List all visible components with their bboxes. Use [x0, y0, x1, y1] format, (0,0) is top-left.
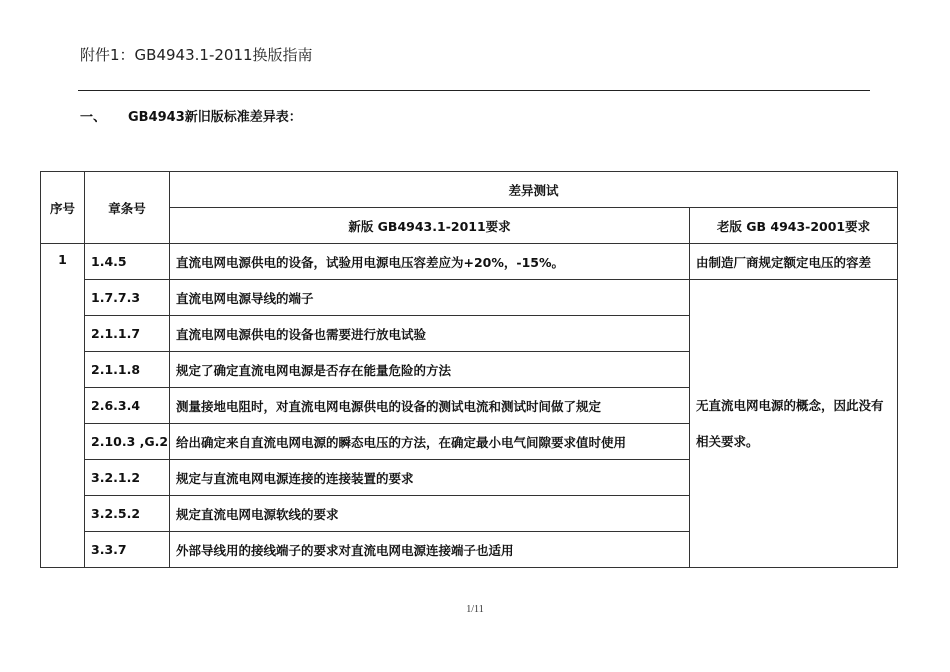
row-new-requirement: 规定与直流电网电源连接的连接装置的要求: [170, 460, 690, 496]
table-row: [41, 280, 898, 316]
row-clause: 2.6.3.4: [85, 388, 170, 424]
document-header-title: 附件1：GB4943.1-2011换版指南: [80, 46, 313, 64]
row-new-requirement: 直流电网电源供电的设备，试验用电源电压容差应为+20%，-15%。: [170, 244, 690, 280]
row-clause: 3.3.7: [85, 532, 170, 568]
standard-difference-table: [40, 171, 898, 568]
row-old-requirement: 由制造厂商规定额定电压的容差: [690, 244, 898, 280]
section-title: GB4943新旧版标准差异表：: [128, 110, 302, 125]
table-header-row: [41, 172, 898, 208]
row-clause: 1.7.7.3: [85, 280, 170, 316]
table-row: [41, 244, 898, 280]
row-new-requirement: 测量接地电阻时，对直流电网电源供电的设备的测试电流和测试时间做了规定: [170, 388, 690, 424]
row-clause: 2.10.3 ,G.2: [85, 424, 170, 460]
column-header-seq: 序号: [41, 172, 85, 244]
row-new-requirement: 给出确定来自直流电网电源的瞬态电压的方法，在确定最小电气间隙要求值时使用: [170, 424, 690, 460]
row-clause: 2.1.1.8: [85, 352, 170, 388]
merged-old-requirement: 无直流电网电源的概念，因此没有相关要求。: [690, 280, 898, 568]
row-new-requirement: 规定了确定直流电网电源是否存在能量危险的方法: [170, 352, 690, 388]
table-subheader-row: [41, 208, 898, 244]
row-clause: 3.2.5.2: [85, 496, 170, 532]
section-number: 一、: [80, 110, 107, 125]
row-new-requirement: 外部导线用的接线端子的要求对直流电网电源连接端子也适用: [170, 532, 690, 568]
page-number: 1/11: [466, 604, 484, 615]
row-seq: 1: [41, 244, 85, 568]
column-header-new-version: 新版 GB4943.1-2011要求: [170, 208, 690, 244]
column-header-diff-test: 差异测试: [170, 172, 898, 208]
row-clause: 2.1.1.7: [85, 316, 170, 352]
header-divider: [78, 90, 870, 91]
row-new-requirement: 规定直流电网电源软线的要求: [170, 496, 690, 532]
row-clause: 1.4.5: [85, 244, 170, 280]
column-header-old-version: 老版 GB 4943-2001要求: [690, 208, 898, 244]
section-heading: [80, 106, 302, 125]
row-clause: 3.2.1.2: [85, 460, 170, 496]
row-new-requirement: 直流电网电源供电的设备也需要进行放电试验: [170, 316, 690, 352]
row-new-requirement: 直流电网电源导线的端子: [170, 280, 690, 316]
column-header-clause: 章条号: [85, 172, 170, 244]
